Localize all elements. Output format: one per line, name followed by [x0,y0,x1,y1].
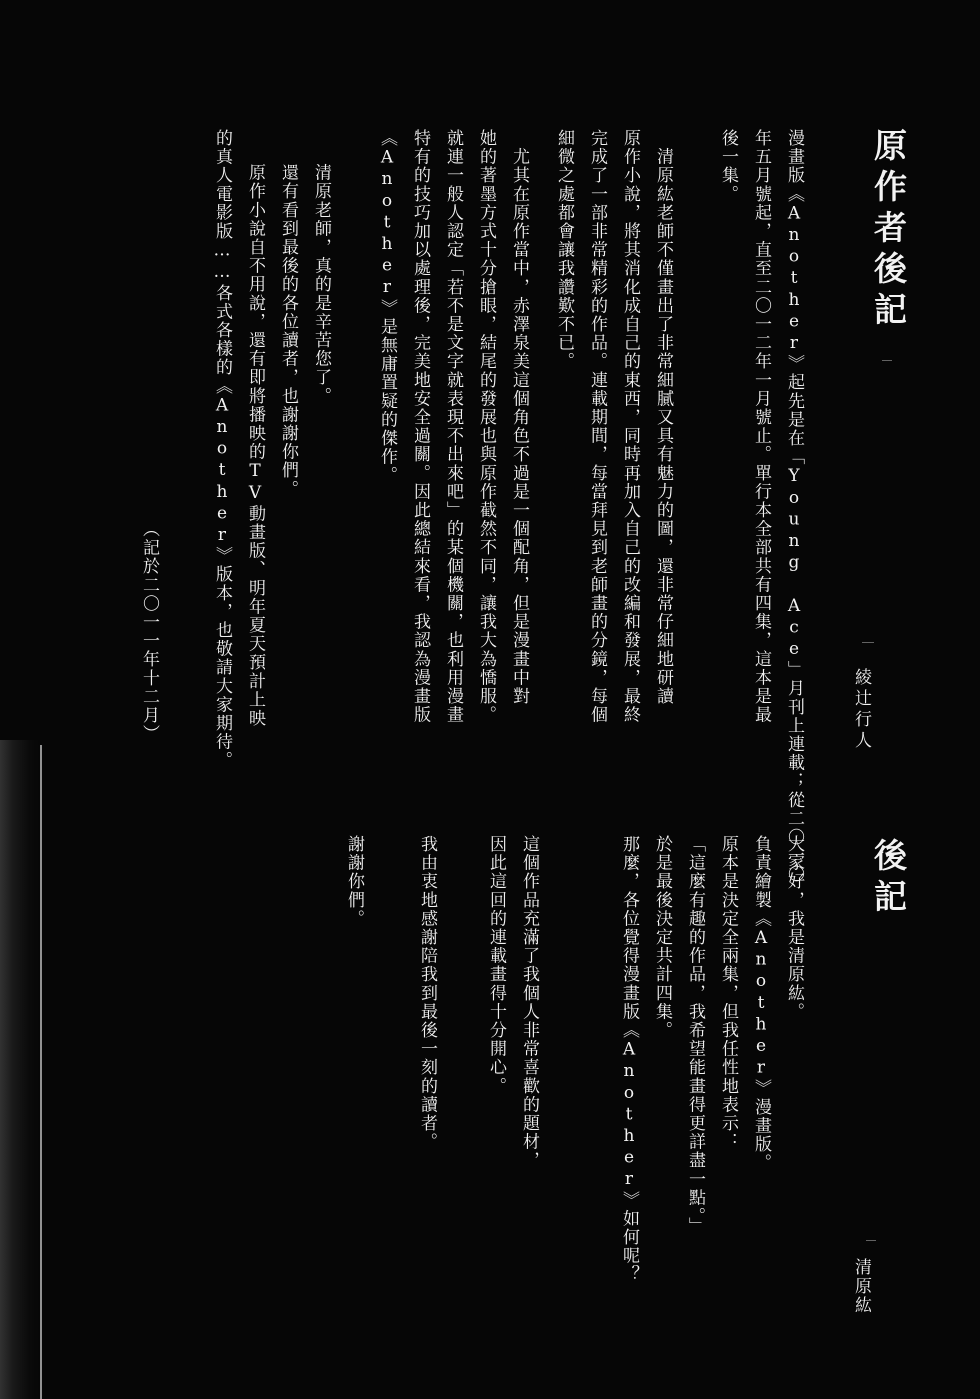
original-date-note: （記於二〇一一年十二月） [139,520,159,744]
original-line-16: 的真人電影版……各式各樣的《Another》版本，也敬請大家期待。 [212,129,232,770]
original-line-2: 年五月號起，直至二〇一二年一月號止。單行本全部共有四集，這本是最 [751,129,771,725]
original-line-5: 原作小說，將其消化成自己的東西，同時再加入自己的改編和發展，最終 [620,129,640,725]
original-line-10: 就連一般人認定「若不是文字就表現不出來吧」的某個機關，也利用漫畫 [443,129,463,725]
original-line-8: 尤其在原作當中，赤澤泉美這個角色不過是一個配角，但是漫畫中對 [509,129,529,706]
original-afterword-author: 綾辻行人 [851,668,871,752]
original-line-9: 她的著墨方式十分搶眼，結尾的發展也與原作截然不同，讓我大為憍服。 [476,129,496,725]
artist-line-8: 因此這回的連載畫得十分開心。 [486,835,506,1096]
original-line-11: 特有的技巧加以處理後，完美地安全過關。因此總結來看，我認為漫畫版 [410,129,430,725]
artist-afterword-title: 後記 [869,838,908,920]
original-line-13: 清原老師，真的是辛苦您了。 [311,145,331,406]
artist-line-5: 於是最後決定共計四集。 [652,835,672,1040]
divider-mark [862,642,874,643]
artist-line-1: 大家好，我是清原紘。 [784,835,804,1021]
original-line-6: 完成了一部非常精彩的作品。連載期間，每當拜見到老師畫的分鏡，每個 [587,129,607,725]
artist-line-3: 原本是決定全兩集，但我任性地表示： [718,835,738,1152]
artist-afterword-author: 清原紘 [851,1258,871,1315]
original-line-15: 原作小說自不用說，還有即將播映的TV動畫版、明年夏天預計上映 [245,145,265,728]
original-line-14: 還有看到最後的各位讀者，也謝謝你們。 [278,145,298,499]
original-line-4: 清原紘老師不僅畫出了非常細膩又具有魅力的圖，還非常仔細地研讀 [653,129,673,706]
divider-mark [866,1240,876,1241]
original-afterword-title: 原作者後記 [869,128,908,333]
page-edge-line [40,745,42,1399]
artist-line-6: 那麼，各位覺得漫畫版《Another》如何呢？ [619,835,639,1284]
original-line-3: 後一集。 [718,129,738,204]
artist-line-2: 負責繪製《Another》漫畫版。 [751,835,771,1173]
original-line-7: 細微之處都會讓我讚歎不已。 [554,129,574,371]
divider-mark [882,360,892,361]
page-edge-shadow [0,740,42,1399]
artist-line-4: 「這麼有趣的作品，我希望能畫得更詳盡一點。」 [685,835,705,1236]
original-line-1: 漫畫版《Another》起先是在「Young Ace」月刊上連載；從二〇一〇 [784,129,804,884]
artist-line-7: 這個作品充滿了我個人非常喜歡的題材， [519,835,539,1170]
artist-line-10: 謝謝你們。 [344,835,364,928]
original-line-12: 《Another》是無庸置疑的傑作。 [377,129,397,485]
artist-line-9: 我由衷地感謝陪我到最後一刻的讀者。 [417,835,437,1152]
